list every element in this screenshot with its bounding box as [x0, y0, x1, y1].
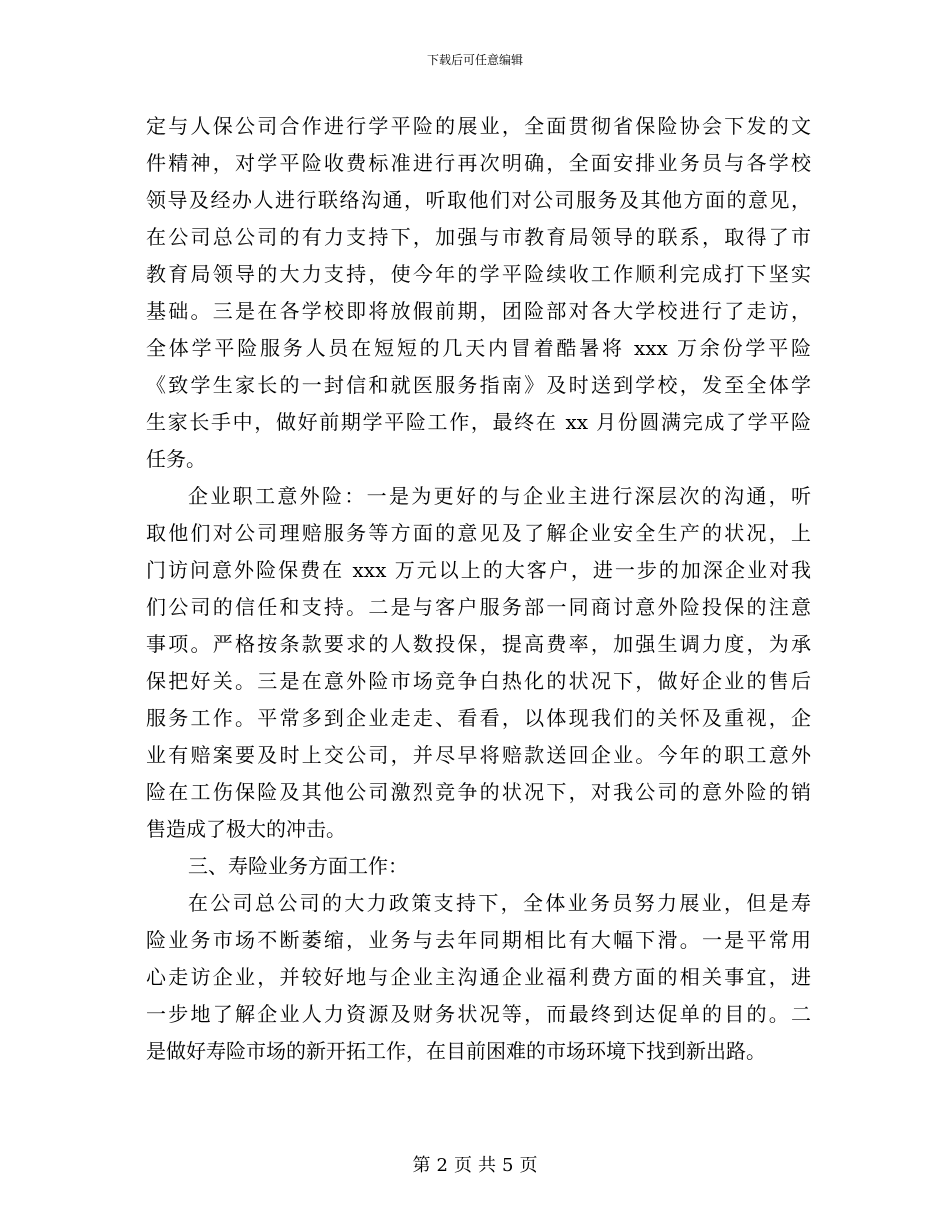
paragraph — [146, 478, 811, 848]
page-footer — [0, 1154, 950, 1178]
text-line: 件精神，对学平险收费标准进行再次明确，全面安排业务员与各学校 — [146, 151, 811, 175]
paragraph — [146, 885, 811, 1070]
text-line: 在公司总公司的有力支持下，加强与市教育局领导的联系，取得了市 — [146, 225, 811, 249]
text-line: 售造成了极大的冲击。 — [146, 817, 346, 841]
text-line: 是做好寿险市场的新开拓工作，在目前困难的市场环境下找到新出路。 — [146, 1039, 766, 1063]
paragraph — [146, 108, 811, 478]
text-line: 在公司总公司的大力政策支持下，全体业务员努力展业，但是寿 — [188, 891, 811, 915]
text-line: 任务。 — [146, 447, 206, 471]
page-number-mid: 页 — [454, 1155, 472, 1176]
total-pages-prefix: 共 — [478, 1155, 496, 1176]
text-line: 心走访企业，并较好地与企业主沟通企业福利费方面的相关事宜，进 — [146, 965, 811, 989]
text-line: 领导及经办人进行联络沟通，听取他们对公司服务及其他方面的意见， — [146, 188, 811, 212]
text-line: 企业职工意外险：一是为更好的与企业主进行深层次的沟通，听 — [188, 484, 811, 508]
page-header: 下载后可任意编辑 — [426, 53, 523, 67]
text-line: 取他们对公司理赔服务等方面的意见及了解企业安全生产的状况，上 — [146, 521, 811, 545]
text-line: 服务工作。平常多到企业走走、看看，以体现我们的关怀及重视，企 — [146, 706, 811, 730]
text-line: 门访问意外险保费在 xxx 万元以上的大客户，进一步的加深企业对我 — [146, 558, 811, 582]
text-line: 全体学平险服务人员在短短的几天内冒着酷暑将 xxx 万余份学平险 — [146, 336, 811, 360]
text-line: 业有赔案要及时上交公司，并尽早将赔款送回企业。今年的职工意外 — [146, 743, 811, 767]
text-line: 险业务市场不断萎缩，业务与去年同期相比有大幅下滑。一是平常用 — [146, 928, 811, 952]
current-page-number: 2 — [436, 1155, 448, 1176]
total-pages-number: 5 — [502, 1155, 514, 1176]
text-line: 教育局领导的大力支持，使今年的学平险续收工作顺利完成打下坚实 — [146, 262, 811, 286]
text-line: 《致学生家长的一封信和就医服务指南》及时送到学校，发至全体学 — [146, 373, 811, 397]
text-line: 生家长手中，做好前期学平险工作，最终在 xx 月份圆满完成了学平险 — [146, 410, 811, 434]
text-line: 保把好关。三是在意外险市场竞争白热化的状况下，做好企业的售后 — [146, 669, 811, 693]
text-line: 事项。严格按条款要求的人数投保，提高费率，加强生调力度，为承 — [146, 632, 811, 656]
text-line: 一步地了解企业人力资源及财务状况等，而最终到达促单的目的。二 — [146, 1002, 811, 1026]
text-line: 们公司的信任和支持。二是与客户服务部一同商讨意外险投保的注意 — [146, 595, 811, 619]
page-number-prefix: 第 — [412, 1155, 431, 1176]
text-line: 三、寿险业务方面工作： — [188, 854, 408, 878]
text-line: 险在工伤保险及其他公司激烈竞争的状况下，对我公司的意外险的销 — [146, 780, 811, 804]
page-number-suffix: 页 — [519, 1155, 538, 1176]
paragraph — [146, 848, 811, 885]
text-line: 定与人保公司合作进行学平险的展业，全面贯彻省保险协会下发的文 — [146, 114, 811, 138]
document-body — [146, 108, 811, 1070]
text-line: 基础。三是在各学校即将放假前期，团险部对各大学校进行了走访， — [146, 299, 811, 323]
